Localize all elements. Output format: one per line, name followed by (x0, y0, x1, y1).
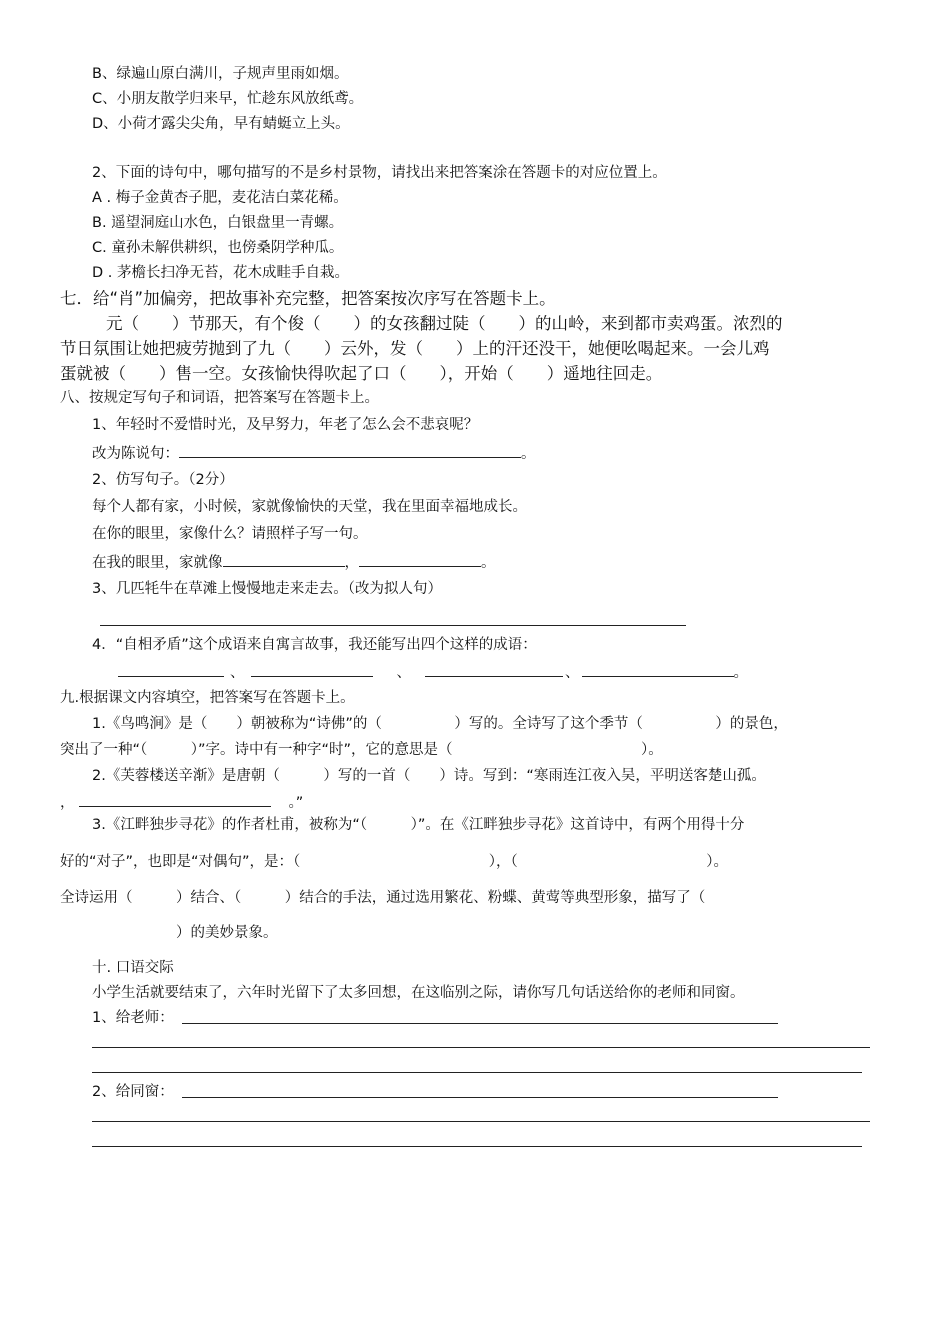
section-10-title: 十. 口语交际 (92, 960, 174, 976)
answer-line[interactable] (100, 625, 686, 626)
q2-option-c: C. 童孙未解供耕织，也傍桑阴学种瓜。 (92, 240, 344, 256)
s8-q2-ask: 在你的眼里，家像什么？请照样子写一句。 (92, 526, 368, 542)
idiom-blanks (118, 662, 748, 683)
section-9-title: 九.根据课文内容填空，把答案写在答题卡上。 (60, 690, 355, 706)
s9-line-7: 全诗运用（ ）结合、（ ）结合的手法，通过选用繁花、粉蝶、黄莺等典型形象，描写了（ (60, 890, 706, 906)
closing-quote: 。” (288, 795, 304, 811)
q1-label: 改为陈说句： (92, 446, 179, 462)
story-line-1: 元（ ）节那天，有个俊（ ）的女孩翻过陡（ ）的山岭，来到都市卖鸡蛋。浓烈的 (106, 314, 783, 333)
option-b: B、绿遍山原白满川，子规声里雨如烟。 (92, 66, 349, 82)
to-teacher-label: 1、给老师： (92, 1010, 174, 1026)
s8-question-3: 3、几匹牦牛在草滩上慢慢地走来走去。（改为拟人句） (92, 581, 442, 597)
q2-option-a: A . 梅子金黄杏子肥，麦花洁白菜花稀。 (92, 190, 348, 206)
separator: 、 (396, 665, 411, 681)
s10-intro: 小学生活就要结束了，六年时光留下了太多回想，在这临别之际，请你写几句话送给你的老师和同窗。 (92, 985, 745, 1001)
teacher-line-1[interactable] (182, 1023, 778, 1024)
separator: 、 (230, 665, 245, 681)
to-classmate-label: 2、给同窗： (92, 1084, 174, 1100)
s8-question-4: 4．“自相矛盾”这个成语来自寓言故事，我还能写出四个这样的成语： (92, 637, 537, 653)
s9-line-3: 2.《芙蓉楼送辛渐》是唐朝（ ）写的一首（ ）诗。写到：“寒雨连江夜入吴，平明送客楚山孤。 (92, 768, 766, 784)
s8-q2-example: 每个人都有家，小时候，家就像愉快的天堂，我在里面幸福地成长。 (92, 499, 527, 515)
section-7-title: 七．给“肖”加偏旁，把故事补充完整，把答案按次序写在答题卡上。 (60, 289, 556, 308)
q2-option-b: B. 遥望洞庭山水色，白银盘里一青螺。 (92, 215, 344, 231)
comma: ， (60, 795, 75, 811)
s9-line-5: 3.《江畔独步寻花》的作者杜甫，被称为“（ ）”。在《江畔独步寻花》这首诗中，有两个用得十分 (92, 817, 745, 833)
option-c: C、小朋友散学归来早，忙趁东风放纸鸢。 (92, 91, 364, 107)
separator: 、 (565, 665, 580, 681)
answer-blank[interactable] (223, 552, 345, 567)
teacher-line-2[interactable] (92, 1047, 870, 1048)
answer-blank[interactable] (359, 552, 481, 567)
classmate-line-3[interactable] (92, 1146, 862, 1147)
section-8-title: 八、按规定写句子和词语，把答案写在答题卡上。 (60, 390, 379, 406)
s9-line-2: 突出了一种“（ ）”字。诗中有一种字“时”，它的意思是（ ）。 (60, 742, 663, 758)
question-2-prompt: 2、下面的诗句中，哪句描写的不是乡村景物，请找出来把答案涂在答题卡的对应位置上。 (92, 165, 667, 181)
idiom-blank-1[interactable] (118, 662, 224, 677)
q2-fill-label: 在我的眼里，家就像 (92, 555, 223, 571)
s8-question-1: 1、年轻时不爱惜时光，及早努力，年老了怎么会不悲哀呢？ (92, 417, 479, 433)
period: 。 (481, 555, 496, 571)
s9-line-6: 好的“对子”，也即是“对偶句”，是：（ ），（ ）。 (60, 854, 729, 870)
classmate-line-1[interactable] (182, 1097, 778, 1098)
answer-blank[interactable] (179, 443, 521, 458)
classmate-line-2[interactable] (92, 1121, 870, 1122)
idiom-blank-2[interactable] (251, 662, 373, 677)
teacher-line-3[interactable] (92, 1072, 862, 1073)
idiom-blank-4[interactable] (582, 662, 734, 677)
story-line-3: 蛋就被（ ）售一空。女孩愉快得吹起了口（ ），开始（ ）遥地往回走。 (60, 364, 663, 383)
s8-q1-answer (92, 443, 536, 464)
s8-question-2: 2、仿写句子。（2分） (92, 472, 234, 488)
verse-blank[interactable] (79, 792, 271, 807)
period: 。 (733, 665, 748, 681)
s9-line-1: 1.《鸟鸣涧》是（ ）朝被称为“诗佛”的（ ）写的。全诗写了这个季节（ ）的景色， (92, 716, 788, 732)
idiom-blank-3[interactable] (425, 662, 563, 677)
period: 。 (521, 446, 536, 462)
story-line-2: 节日氛围让她把疲劳抛到了九（ ）云外，发（ ）上的汗还没干，她便吆喝起来。一会儿鸡 (60, 339, 770, 358)
comma: ， (344, 555, 359, 571)
s9-line-4 (60, 792, 303, 813)
option-d: D、小荷才露尖尖角，早有蜻蜓立上头。 (92, 116, 350, 132)
q2-option-d: D . 茅檐长扫净无苔，花木成畦手自栽。 (92, 265, 349, 281)
s8-q2-answer (92, 552, 496, 573)
s9-line-8: ）的美妙景象。 (176, 925, 278, 941)
